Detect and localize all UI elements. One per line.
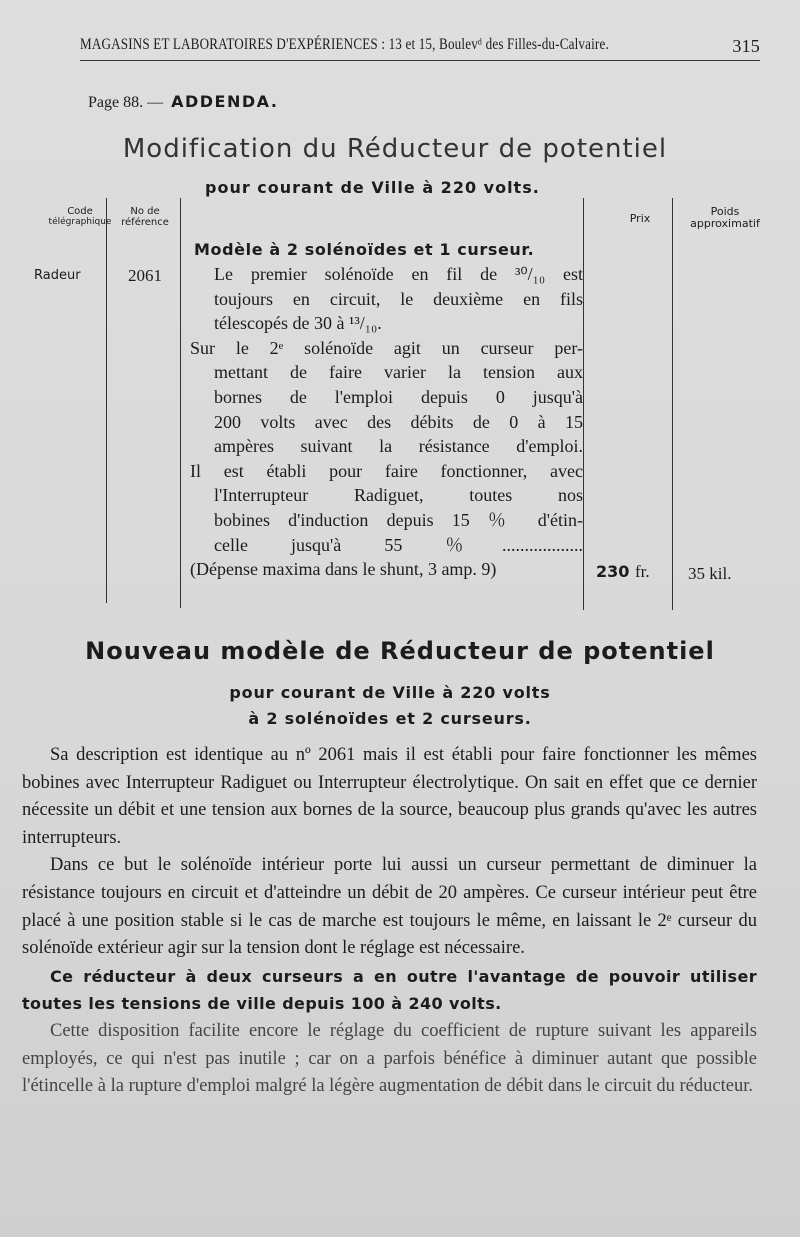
page-number: 315	[732, 36, 760, 56]
section1-subtitle: pour courant de Ville à 220 volts.	[205, 178, 540, 197]
desc-line: Le premier solénoïde en fil de ³⁰/₁₀ est	[214, 264, 583, 284]
header-ref-line2: référence	[121, 217, 169, 228]
section2-body	[22, 742, 757, 1101]
column-divider	[106, 198, 107, 603]
body-paragraph: Sa description est identique au nº 2061 mais il est établi pour faire fonctionner les mêmes bobines avec Interrupteur Radiguet ou Interrupteur électrolytique. On sait en effet que ce dernier nécessite un débit et une tension aux bornes de la source, beaucoup plus grands qu'avec les autres interrupteurs.	[22, 745, 757, 848]
section1-title	[0, 134, 800, 164]
body-paragraph-emphasis: Ce réducteur à deux curseurs a en outre l'avantage de pouvoir utiliser toutes les tensions de ville depuis 100 à 240 volts.	[22, 966, 757, 1014]
desc-line: mettant de faire varier la tension aux	[214, 362, 583, 383]
desc-line: (Dépense maxima dans le shunt, 3 amp. 9)	[190, 559, 497, 580]
page-ref-prefix: Page 88. —	[88, 94, 164, 111]
cell-prix	[596, 562, 650, 582]
header-code-line2: télégraphique	[48, 217, 112, 227]
desc-line: celle jusqu'à 55 ％..................	[214, 534, 583, 555]
section1-title-text: Modification du Réducteur de potentiel	[122, 134, 668, 164]
body-paragraph: Dans ce but le solénoïde intérieur porte lui aussi un curseur permettant de diminuer la résistance toujours en circuit et d'atteindre un débit de 20 ampères. Ce curseur intérieur peut être placé à une position stable si le cas de marche est toujours le même, en laissant le 2ᵉ curseur du solénoïde extérieur agir sur la tension dont le réglage est nécessaire.	[22, 855, 757, 959]
header-ref-line1: No de	[130, 206, 160, 217]
cell-code: Radeur	[34, 268, 81, 283]
desc-line: bornes de l'emploi depuis 0 jusqu'à	[214, 386, 583, 407]
header-poids-line2: approximatif	[690, 217, 760, 230]
desc-line: Sur le 2ᵉ solénoïde agit un curseur per-	[190, 337, 583, 358]
desc-line: télescopés de 30 à ¹³/₁₀.	[214, 313, 382, 334]
prix-unit: fr.	[634, 562, 650, 581]
column-divider	[672, 198, 673, 610]
running-header	[80, 34, 760, 61]
column-divider	[583, 198, 584, 610]
header-prix: Prix	[629, 212, 651, 225]
section2-subtitle-line1: pour courant de Ville à 220 volts	[229, 683, 551, 702]
model-description	[190, 262, 583, 582]
running-head-text: MAGASINS ET LABORATOIRES D'EXPÉRIENCES : 13 et 15, Boulevᵈ des Filles-du-Calvaire.	[80, 36, 609, 53]
body-paragraph: Cette disposition facilite encore le réglage du coefficient de rupture suivant les appareils employés, ce qui n'est pas inutile ; car on a parfois bénéfice à diminuer autant que possible l'étincelle à la rupture d'emploi malgré la légère augmentation de débit dans le circuit du réducteur.	[22, 1020, 757, 1097]
section2-subtitle-line2: à 2 solénoïdes et 2 curseurs.	[248, 709, 532, 728]
model-title: Modèle à 2 solénoïdes et 1 curseur.	[194, 240, 535, 259]
header-reference	[108, 206, 182, 228]
desc-line: ampères suivant la résistance d'emploi.	[214, 436, 583, 457]
prix-value: 230	[596, 562, 630, 581]
desc-line: Il est établi pour faire fonctionner, avec	[190, 460, 583, 481]
cell-poids: 35 kil.	[688, 564, 732, 583]
addenda-label: ADDENDA.	[171, 92, 279, 111]
column-divider	[180, 198, 181, 608]
section2-title: Nouveau modèle de Réducteur de potentiel	[85, 637, 715, 665]
page-reference	[88, 92, 278, 112]
header-code-line1: Code	[67, 206, 93, 217]
header-poids	[680, 206, 770, 230]
product-table	[20, 198, 780, 618]
desc-line: toujours en circuit, le deuxième en fils	[214, 288, 583, 309]
desc-line: 200 volts avec des débits de 0 à 15	[214, 411, 583, 432]
header-poids-line1: Poids	[710, 205, 740, 218]
desc-line: l'Interrupteur Radiguet, toutes nos	[214, 485, 583, 506]
section2-subtitle	[0, 680, 780, 732]
desc-line: bobines d'induction depuis 15 ％ d'étin-	[214, 509, 583, 530]
header-code	[48, 206, 112, 228]
cell-reference: 2061	[128, 266, 162, 285]
